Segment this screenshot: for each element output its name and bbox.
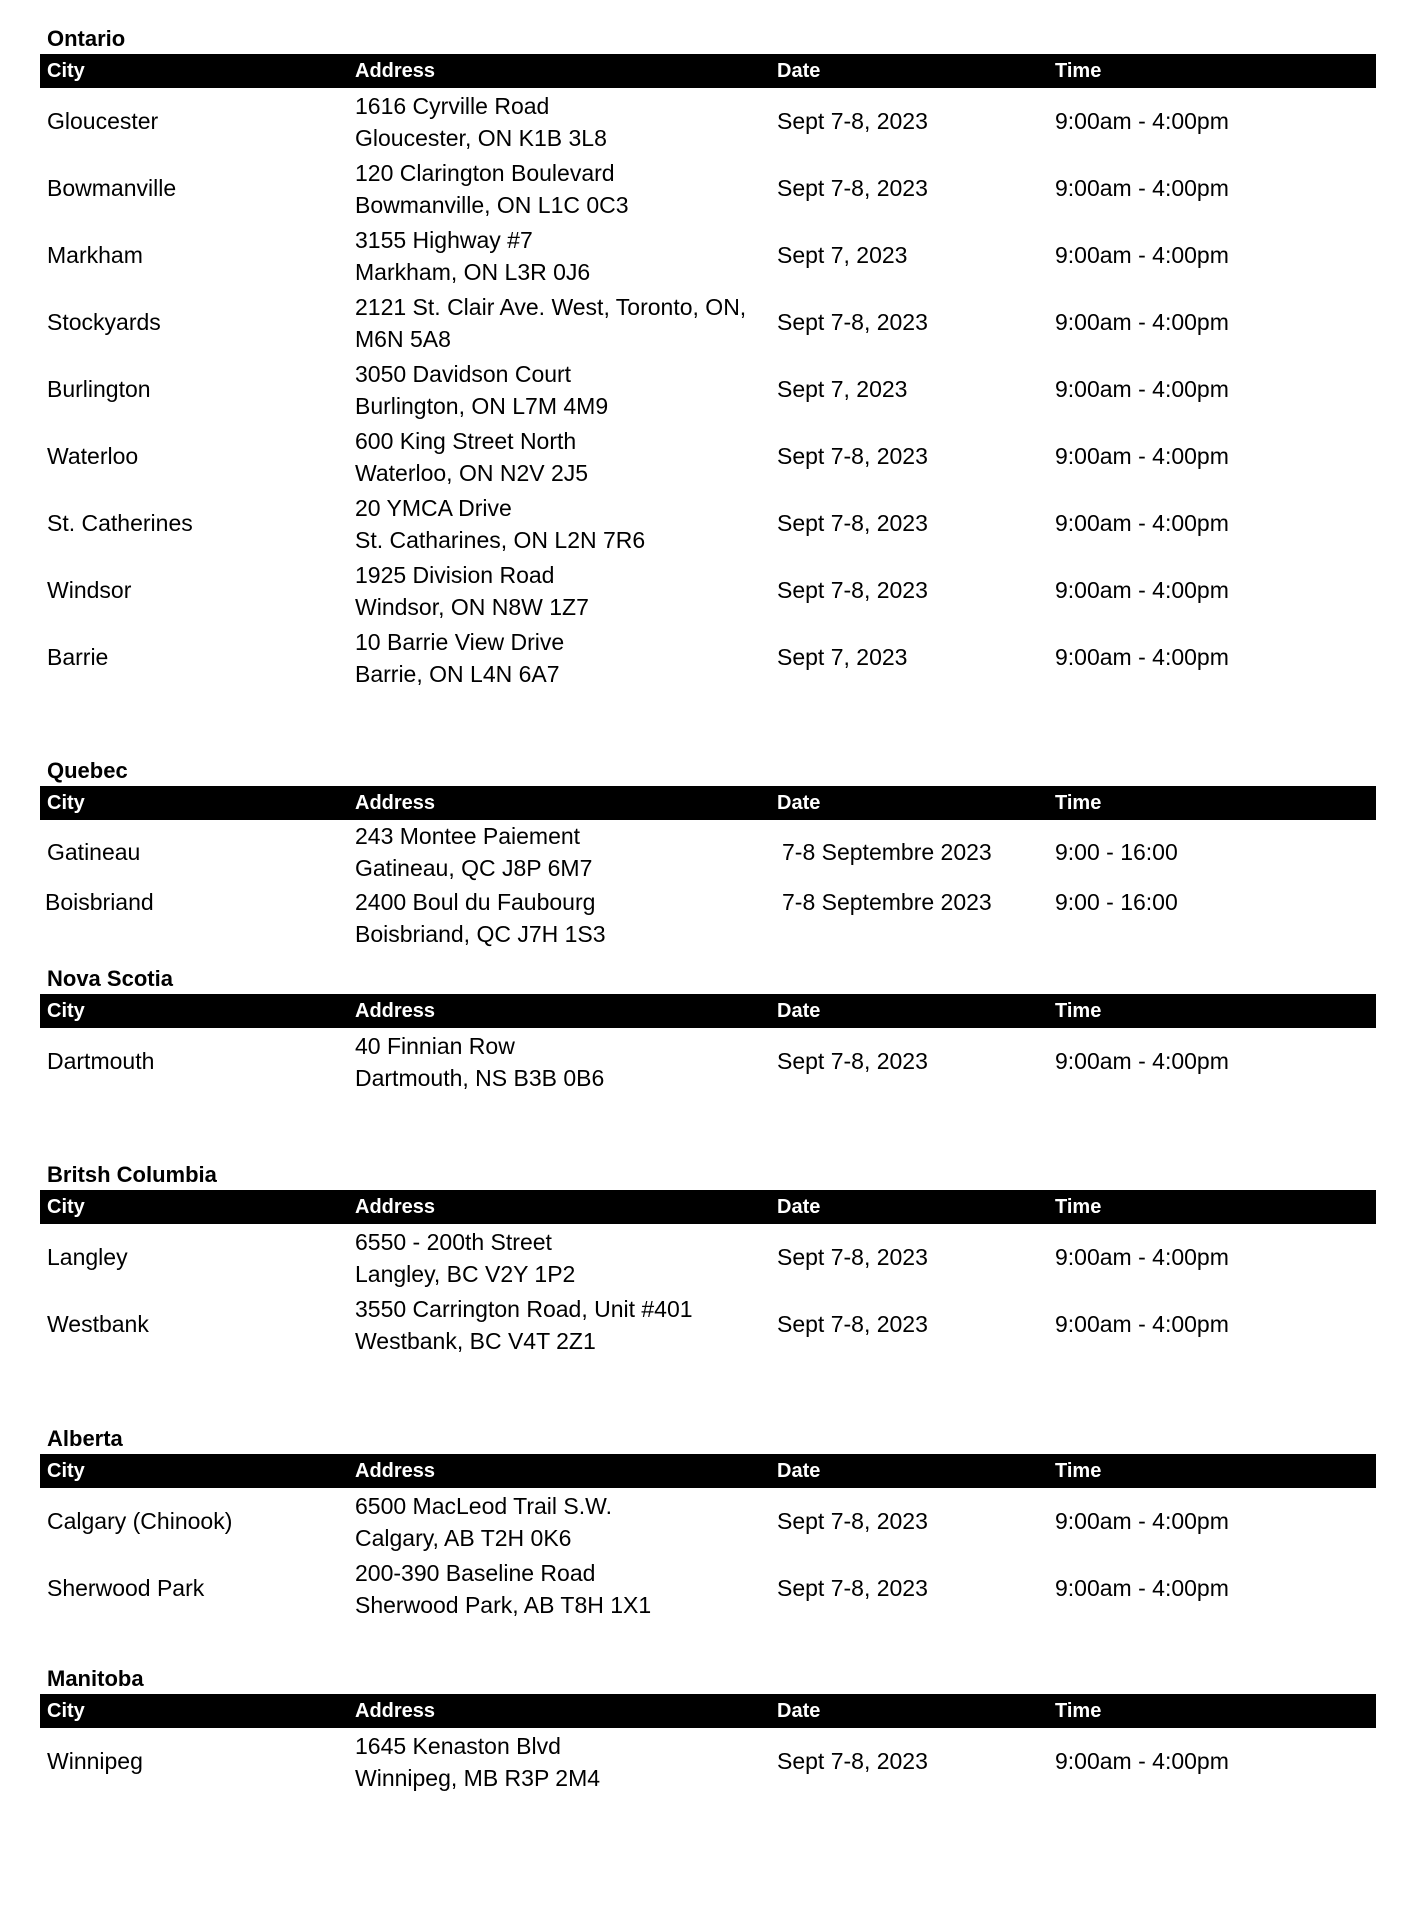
table-row bbox=[40, 1224, 1376, 1291]
cell-time: 9:00am - 4:00pm bbox=[1055, 376, 1229, 402]
cell-time: 9:00am - 4:00pm bbox=[1055, 242, 1229, 268]
table-row bbox=[40, 356, 1376, 423]
cell-city: Bowmanville bbox=[47, 175, 177, 201]
header-date: Date bbox=[777, 1459, 821, 1482]
header-time: Time bbox=[1055, 1195, 1102, 1218]
address-line-1: 6550 - 200th Street bbox=[355, 1228, 552, 1255]
header-date: Date bbox=[777, 1699, 821, 1722]
header-city: City bbox=[47, 999, 85, 1022]
address-line-1: 1616 Cyrville Road bbox=[355, 92, 550, 119]
address-line-2: Westbank, BC V4T 2Z1 bbox=[355, 1327, 596, 1354]
table-row bbox=[40, 88, 1376, 155]
section-title-british-columbia: Britsh Columbia bbox=[47, 1162, 217, 1187]
header-city: City bbox=[47, 1699, 85, 1722]
header-city: City bbox=[47, 1459, 85, 1482]
section-title-ontario: Ontario bbox=[47, 26, 126, 51]
cell-time: 9:00am - 4:00pm bbox=[1055, 309, 1229, 335]
address-line-2: Calgary, AB T2H 0K6 bbox=[355, 1524, 572, 1551]
address-line-1: 2121 St. Clair Ave. West, Toronto, ON, bbox=[355, 293, 747, 320]
address-line-1: 243 Montee Paiement bbox=[355, 823, 581, 849]
cell-address bbox=[348, 224, 770, 288]
cell-date: Sept 7-8, 2023 bbox=[777, 1244, 928, 1270]
address-line-2: St. Catharines, ON L2N 7R6 bbox=[355, 526, 646, 553]
address-line-1: 6500 MacLeod Trail S.W. bbox=[355, 1492, 612, 1519]
address-line-2: M6N 5A8 bbox=[355, 325, 451, 352]
cell-address bbox=[348, 157, 770, 221]
header-address: Address bbox=[355, 1195, 436, 1218]
header-address: Address bbox=[355, 59, 436, 82]
cell-address bbox=[348, 492, 770, 556]
cell-time: 9:00am - 4:00pm bbox=[1055, 1575, 1229, 1601]
cell-city: Sherwood Park bbox=[47, 1575, 205, 1601]
cell-date: Sept 7-8, 2023 bbox=[777, 510, 928, 536]
header-city: City bbox=[47, 1195, 85, 1218]
table-row bbox=[40, 155, 1376, 222]
cell-city: Waterloo bbox=[47, 443, 139, 469]
address-line-1: 40 Finnian Row bbox=[355, 1032, 515, 1059]
cell-city: Westbank bbox=[47, 1311, 149, 1337]
header-date: Date bbox=[777, 999, 821, 1022]
table-row bbox=[40, 557, 1376, 624]
table-body bbox=[40, 1728, 1376, 1795]
cell-address bbox=[348, 1557, 770, 1621]
address-line-2: Boisbriand, QC J7H 1S3 bbox=[355, 921, 606, 947]
address-line-1: 3155 Highway #7 bbox=[355, 226, 533, 253]
table-row bbox=[40, 884, 1376, 950]
table-row bbox=[40, 1728, 1376, 1795]
table-body bbox=[40, 1488, 1376, 1622]
cell-date: Sept 7-8, 2023 bbox=[777, 1048, 928, 1074]
header-city: City bbox=[47, 791, 85, 814]
cell-address bbox=[348, 1490, 770, 1554]
cell-time: 9:00am - 4:00pm bbox=[1055, 1311, 1229, 1337]
header-address: Address bbox=[355, 999, 436, 1022]
header-time: Time bbox=[1055, 1699, 1102, 1722]
cell-date: 7-8 Septembre 2023 bbox=[782, 838, 992, 865]
cell-date: Sept 7-8, 2023 bbox=[777, 1311, 928, 1337]
cell-date: Sept 7-8, 2023 bbox=[777, 1748, 928, 1774]
cell-address bbox=[348, 1030, 770, 1094]
table-header bbox=[40, 54, 1376, 88]
address-line-2: Gloucester, ON K1B 3L8 bbox=[355, 124, 607, 151]
section-title-quebec: Quebec bbox=[47, 758, 128, 783]
header-time: Time bbox=[1055, 59, 1102, 82]
cell-date: Sept 7-8, 2023 bbox=[777, 1508, 928, 1534]
cell-address bbox=[348, 559, 770, 623]
cell-city: Gatineau bbox=[47, 838, 141, 865]
address-line-2: Winnipeg, MB R3P 2M4 bbox=[355, 1764, 601, 1791]
cell-city: Dartmouth bbox=[47, 1048, 155, 1074]
cell-address bbox=[348, 1293, 770, 1357]
address-line-1: 600 King Street North bbox=[355, 427, 577, 454]
cell-address bbox=[348, 1226, 770, 1290]
cell-time: 9:00am - 4:00pm bbox=[1055, 175, 1229, 201]
address-line-2: Waterloo, ON N2V 2J5 bbox=[355, 459, 589, 486]
address-line-2: Gatineau, QC J8P 6M7 bbox=[355, 855, 593, 881]
cell-time: 9:00am - 4:00pm bbox=[1055, 644, 1229, 670]
table-header bbox=[40, 786, 1376, 820]
cell-address bbox=[348, 626, 770, 690]
table-body bbox=[40, 1028, 1376, 1095]
cell-city: Barrie bbox=[47, 644, 109, 670]
table-header bbox=[40, 1694, 1376, 1728]
cell-address bbox=[348, 291, 770, 355]
section-alberta bbox=[40, 1424, 1376, 1622]
cell-city: Calgary (Chinook) bbox=[47, 1508, 233, 1534]
section-title-manitoba: Manitoba bbox=[47, 1666, 144, 1691]
table-header bbox=[40, 1190, 1376, 1224]
table-row bbox=[40, 624, 1376, 691]
cell-date: 7-8 Septembre 2023 bbox=[782, 889, 992, 915]
cell-time: 9:00 - 16:00 bbox=[1055, 889, 1178, 915]
address-line-1: 20 YMCA Drive bbox=[355, 494, 512, 521]
cell-date: Sept 7-8, 2023 bbox=[777, 577, 928, 603]
header-time: Time bbox=[1055, 1459, 1102, 1482]
cell-time: 9:00am - 4:00pm bbox=[1055, 510, 1229, 536]
address-line-1: 3050 Davidson Court bbox=[355, 360, 572, 387]
address-line-2: Bowmanville, ON L1C 0C3 bbox=[355, 191, 629, 218]
address-line-2: Markham, ON L3R 0J6 bbox=[355, 258, 591, 285]
section-manitoba bbox=[40, 1664, 1376, 1795]
address-line-1: 1925 Division Road bbox=[355, 561, 555, 588]
cell-time: 9:00am - 4:00pm bbox=[1055, 1508, 1229, 1534]
header-city: City bbox=[47, 59, 85, 82]
address-line-1: 120 Clarington Boulevard bbox=[355, 159, 615, 186]
header-address: Address bbox=[355, 1699, 436, 1722]
cell-city: Gloucester bbox=[47, 108, 159, 134]
table-body bbox=[40, 88, 1376, 691]
cell-city: Stockyards bbox=[47, 309, 161, 335]
cell-address bbox=[348, 358, 770, 422]
cell-city: Windsor bbox=[47, 577, 132, 603]
cell-time: 9:00am - 4:00pm bbox=[1055, 108, 1229, 134]
address-line-1: 3550 Carrington Road, Unit #401 bbox=[355, 1295, 693, 1322]
header-date: Date bbox=[777, 59, 821, 82]
address-line-1: 10 Barrie View Drive bbox=[355, 628, 565, 655]
cell-time: 9:00am - 4:00pm bbox=[1055, 1048, 1229, 1074]
cell-address bbox=[348, 425, 770, 489]
table-row bbox=[40, 820, 1376, 884]
cell-address bbox=[348, 886, 770, 950]
section-british-columbia bbox=[40, 1160, 1376, 1358]
cell-city: Burlington bbox=[47, 376, 151, 402]
header-time: Time bbox=[1055, 791, 1102, 814]
cell-address bbox=[348, 820, 770, 884]
section-title-nova-scotia: Nova Scotia bbox=[47, 966, 173, 991]
address-line-2: Langley, BC V2Y 1P2 bbox=[355, 1260, 576, 1287]
cell-date: Sept 7-8, 2023 bbox=[777, 108, 928, 134]
header-address: Address bbox=[355, 1459, 436, 1482]
table-header bbox=[40, 1454, 1376, 1488]
cell-city: Winnipeg bbox=[47, 1748, 143, 1774]
cell-time: 9:00am - 4:00pm bbox=[1055, 577, 1229, 603]
table-row bbox=[40, 222, 1376, 289]
table-row bbox=[40, 1555, 1376, 1622]
address-line-1: 2400 Boul du Faubourg bbox=[355, 889, 596, 915]
address-line-2: Dartmouth, NS B3B 0B6 bbox=[355, 1064, 605, 1091]
cell-city: Langley bbox=[47, 1244, 128, 1270]
cell-address bbox=[348, 90, 770, 154]
header-date: Date bbox=[777, 791, 821, 814]
table-header bbox=[40, 994, 1376, 1028]
cell-address bbox=[348, 1730, 770, 1794]
cell-time: 9:00am - 4:00pm bbox=[1055, 1748, 1229, 1774]
cell-date: Sept 7, 2023 bbox=[777, 644, 908, 670]
header-date: Date bbox=[777, 1195, 821, 1218]
address-line-2: Burlington, ON L7M 4M9 bbox=[355, 392, 609, 419]
address-line-1: 1645 Kenaston Blvd bbox=[355, 1732, 561, 1759]
section-title-alberta: Alberta bbox=[47, 1426, 123, 1451]
table-row bbox=[40, 1291, 1376, 1358]
table-row bbox=[40, 490, 1376, 557]
cell-time: 9:00 - 16:00 bbox=[1055, 838, 1178, 865]
address-line-2: Windsor, ON N8W 1Z7 bbox=[355, 593, 589, 620]
table-row bbox=[40, 1028, 1376, 1095]
cell-date: Sept 7, 2023 bbox=[777, 242, 908, 268]
header-address: Address bbox=[355, 791, 436, 814]
address-line-1: 200-390 Baseline Road bbox=[355, 1559, 596, 1586]
cell-time: 9:00am - 4:00pm bbox=[1055, 1244, 1229, 1270]
address-line-2: Sherwood Park, AB T8H 1X1 bbox=[355, 1591, 652, 1618]
cell-date: Sept 7-8, 2023 bbox=[777, 309, 928, 335]
cell-date: Sept 7-8, 2023 bbox=[777, 175, 928, 201]
table-body bbox=[40, 1224, 1376, 1358]
section-ontario bbox=[40, 24, 1376, 691]
cell-city: St. Catherines bbox=[47, 510, 193, 536]
cell-date: Sept 7, 2023 bbox=[777, 376, 908, 402]
header-time: Time bbox=[1055, 999, 1102, 1022]
cell-date: Sept 7-8, 2023 bbox=[777, 1575, 928, 1601]
cell-time: 9:00am - 4:00pm bbox=[1055, 443, 1229, 469]
table-row bbox=[40, 1488, 1376, 1555]
cell-city: Boisbriand bbox=[45, 889, 154, 915]
table-row bbox=[40, 423, 1376, 490]
section-nova-scotia bbox=[40, 964, 1376, 1095]
section-quebec bbox=[40, 756, 1376, 950]
cell-date: Sept 7-8, 2023 bbox=[777, 443, 928, 469]
cell-city: Markham bbox=[47, 242, 143, 268]
address-line-2: Barrie, ON L4N 6A7 bbox=[355, 660, 560, 687]
table-row bbox=[40, 289, 1376, 356]
table-body bbox=[40, 820, 1376, 950]
